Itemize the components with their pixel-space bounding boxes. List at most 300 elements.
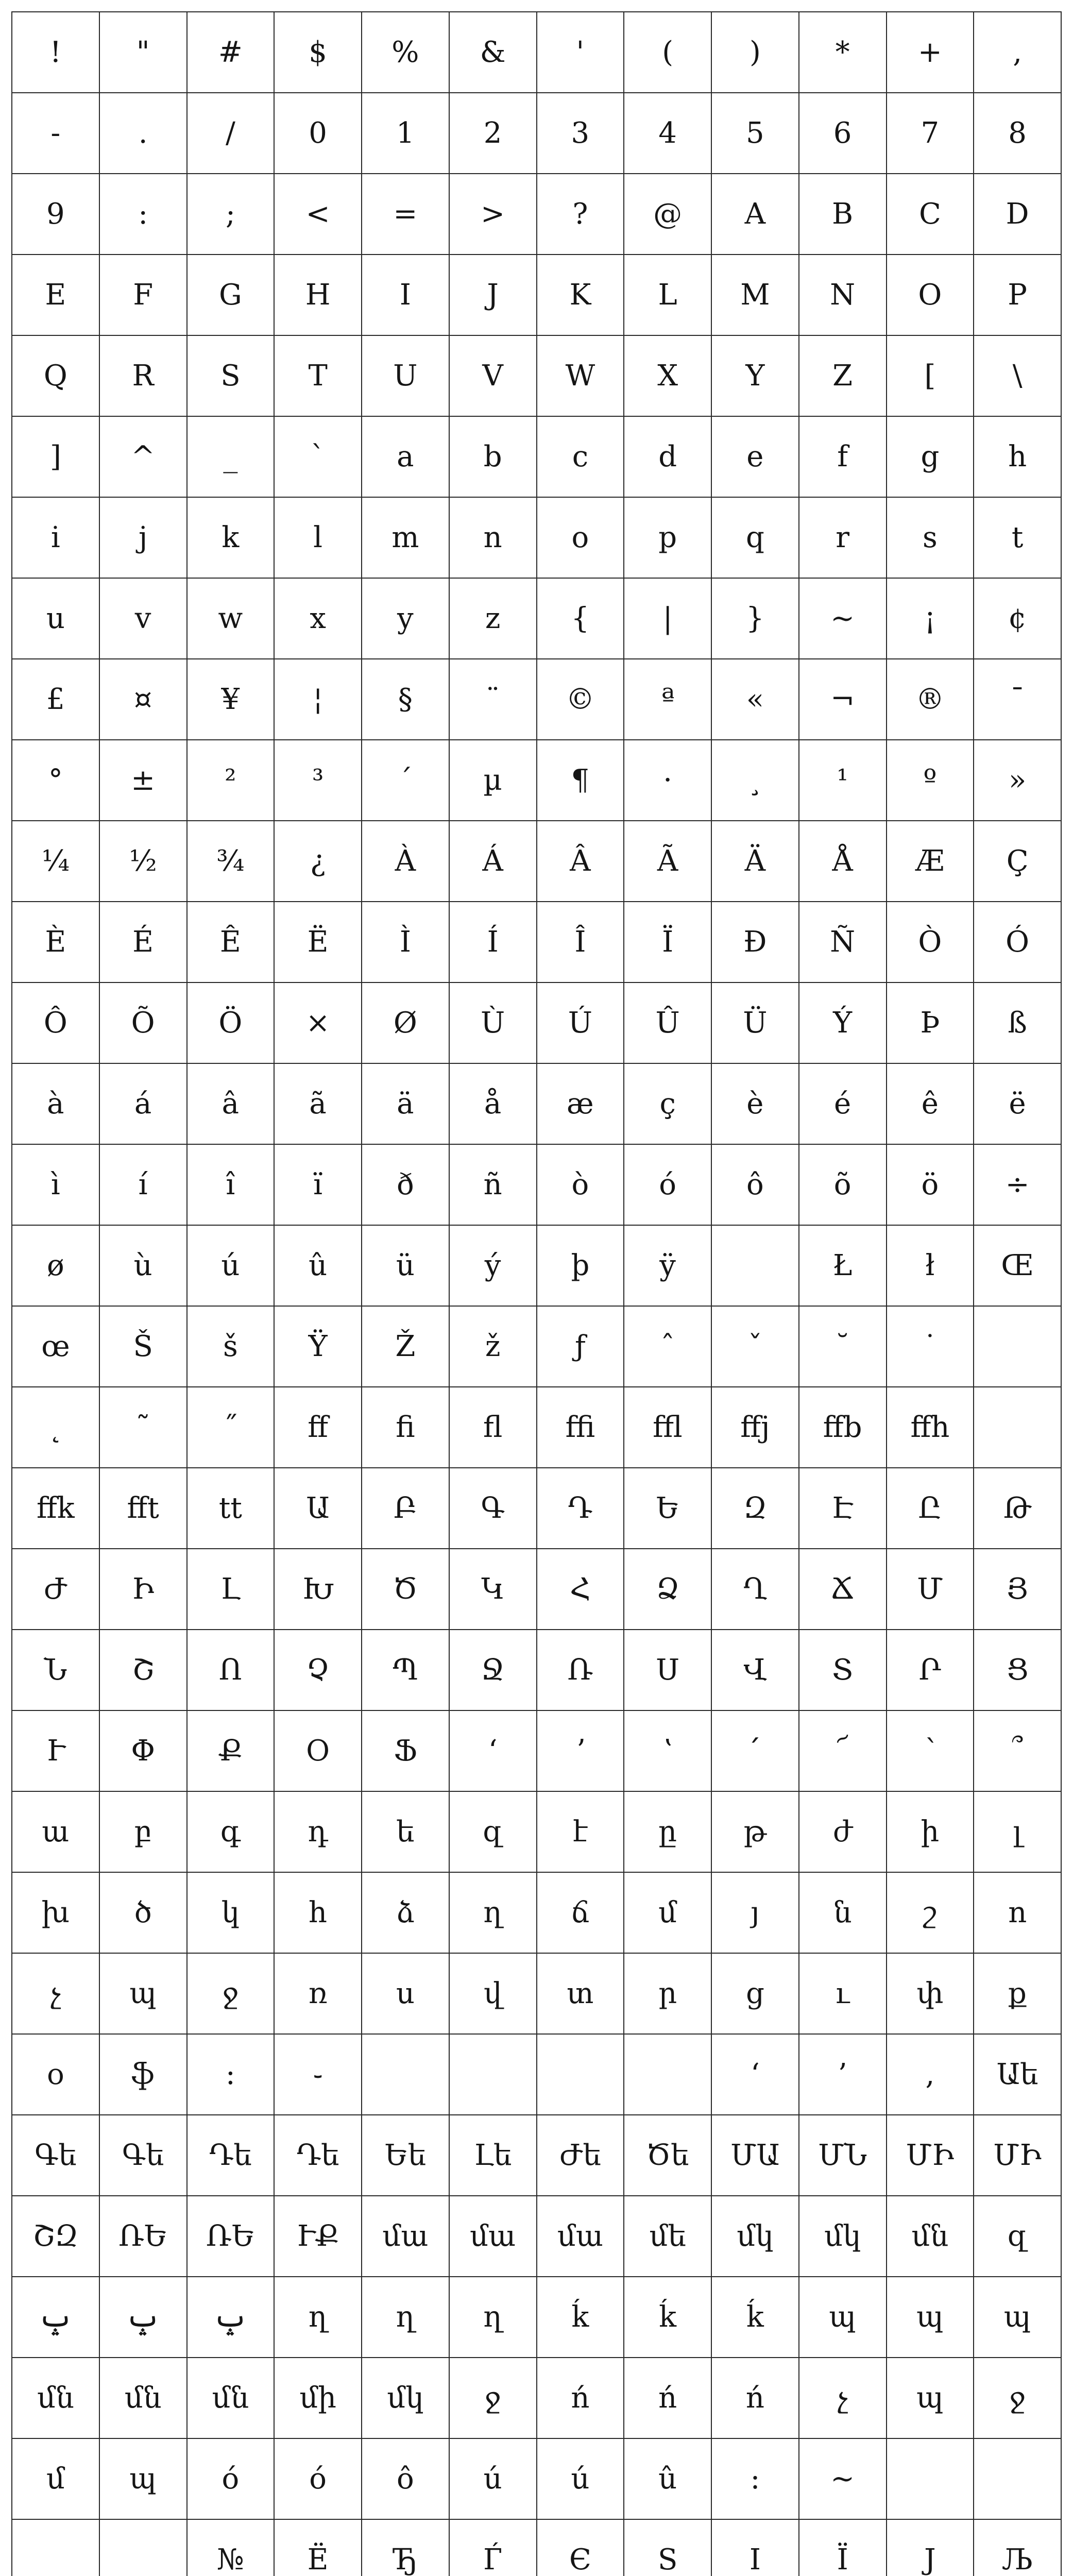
glyph-row	[12, 902, 1061, 982]
glyph-cell	[99, 2519, 187, 2576]
glyph-cell: պ	[887, 2358, 974, 2438]
glyph-cell: ՛	[711, 1710, 799, 1791]
glyph-row	[12, 2438, 1061, 2519]
glyph-row	[12, 1468, 1061, 1549]
glyph-cell: e	[711, 416, 799, 497]
glyph-cell: ﬁ	[362, 1387, 449, 1468]
glyph-cell: l	[274, 497, 362, 578]
glyph-cell: Ջ	[449, 1630, 537, 1710]
glyph-cell: Ö	[187, 982, 275, 1063]
glyph-cell	[711, 1225, 799, 1306]
glyph-cell: ﬂ	[449, 1387, 537, 1468]
glyph-cell: ú	[187, 1225, 275, 1306]
glyph-cell: ÿ	[624, 1225, 711, 1306]
glyph-cell: Է	[799, 1468, 887, 1549]
glyph-cell: <	[274, 174, 362, 255]
glyph-cell: 7	[887, 93, 974, 174]
glyph-cell: ﬀ	[274, 1387, 362, 1468]
glyph-cell: Ë	[274, 902, 362, 982]
glyph-cell: ՄԻ	[887, 2115, 974, 2196]
glyph-cell: ¡	[887, 578, 974, 659]
glyph-cell: ݒ	[12, 2277, 99, 2358]
glyph-cell: ﬀj	[711, 1387, 799, 1468]
glyph-cell: C	[887, 174, 974, 255]
glyph-cell: ջ	[449, 2358, 537, 2438]
glyph-cell: Լ	[187, 1549, 275, 1630]
glyph-cell: ñ	[449, 1144, 537, 1225]
glyph-row	[12, 821, 1061, 902]
glyph-cell: G	[187, 255, 275, 335]
glyph-cell: ß	[974, 982, 1061, 1063]
glyph-cell: Ú	[537, 982, 624, 1063]
glyph-cell: ƒ	[537, 1306, 624, 1387]
glyph-cell: փ	[887, 1953, 974, 2034]
glyph-cell: ջ	[187, 1953, 275, 2034]
glyph-cell: ֊	[274, 2034, 362, 2115]
glyph-cell: ·	[624, 740, 711, 821]
glyph-cell: ¸	[711, 740, 799, 821]
glyph-cell: մա	[362, 2196, 449, 2277]
glyph-cell: Կ	[449, 1549, 537, 1630]
glyph-row	[12, 255, 1061, 335]
glyph-cell: ú	[449, 2438, 537, 2519]
glyph-cell: ï	[274, 1144, 362, 1225]
glyph-cell: Պ	[362, 1630, 449, 1710]
glyph-cell: ¥	[187, 659, 275, 740]
glyph-cell: u	[12, 578, 99, 659]
glyph-cell: Å	[799, 821, 887, 902]
glyph-cell: ò	[537, 1144, 624, 1225]
glyph-cell: Թ	[974, 1468, 1061, 1549]
glyph-cell: Ւ	[12, 1710, 99, 1791]
glyph-cell: շ	[887, 1872, 974, 1953]
glyph-cell: Í	[449, 902, 537, 982]
glyph-cell: q	[711, 497, 799, 578]
glyph-cell: Դե	[187, 2115, 275, 2196]
glyph-cell: Š	[99, 1306, 187, 1387]
glyph-cell: !	[12, 12, 99, 93]
glyph-cell: ¬	[799, 659, 887, 740]
glyph-cell: »	[974, 740, 1061, 821]
glyph-cell: ՌԵ	[99, 2196, 187, 2277]
glyph-cell: Փ	[99, 1710, 187, 1791]
glyph-cell: ջ	[974, 2358, 1061, 2438]
glyph-cell: ,	[887, 2034, 974, 2115]
glyph-cell: է	[537, 1791, 624, 1872]
glyph-cell	[537, 2034, 624, 2115]
glyph-cell: ˙	[887, 1306, 974, 1387]
glyph-cell: ﬄ	[624, 1387, 711, 1468]
glyph-cell: Ÿ	[274, 1306, 362, 1387]
glyph-cell: [	[887, 335, 974, 416]
glyph-cell: å	[449, 1063, 537, 1144]
glyph-row	[12, 659, 1061, 740]
glyph-cell: Մ	[887, 1549, 974, 1630]
glyph-cell: յ	[711, 1872, 799, 1953]
glyph-cell: զ	[449, 1791, 537, 1872]
glyph-cell: մկ	[711, 2196, 799, 2277]
glyph-cell: #	[187, 12, 275, 93]
glyph-cell: Ї	[799, 2519, 887, 2576]
glyph-cell	[362, 2034, 449, 2115]
glyph-cell: ’	[799, 2034, 887, 2115]
glyph-cell: ©	[537, 659, 624, 740]
glyph-row	[12, 1872, 1061, 1953]
glyph-cell: 2	[449, 93, 537, 174]
glyph-cell: Ђ	[362, 2519, 449, 2576]
glyph-cell: Ó	[974, 902, 1061, 982]
glyph-cell: `	[274, 416, 362, 497]
glyph-cell: Ղ	[711, 1549, 799, 1630]
glyph-cell: ô	[711, 1144, 799, 1225]
glyph-cell: ն	[799, 1872, 887, 1953]
glyph-cell: Գե	[12, 2115, 99, 2196]
glyph-cell: Գե	[99, 2115, 187, 2196]
glyph-cell: y	[362, 578, 449, 659]
glyph-cell: հ	[274, 1872, 362, 1953]
glyph-cell: Լե	[449, 2115, 537, 2196]
glyph-cell: ݒ	[187, 2277, 275, 2358]
glyph-row	[12, 1953, 1061, 2034]
glyph-cell: ḱ	[624, 2277, 711, 2358]
glyph-cell: դ	[274, 1791, 362, 1872]
glyph-cell: û	[274, 1225, 362, 1306]
glyph-cell: մա	[449, 2196, 537, 2277]
glyph-cell: Ç	[974, 821, 1061, 902]
glyph-cell: :	[711, 2438, 799, 2519]
glyph-cell: ը	[624, 1791, 711, 1872]
glyph-cell: =	[362, 174, 449, 255]
glyph-cell: ﬀk	[12, 1468, 99, 1549]
glyph-cell: ¶	[537, 740, 624, 821]
glyph-cell: Խ	[274, 1549, 362, 1630]
glyph-cell: µ	[449, 740, 537, 821]
glyph-cell: ^	[99, 416, 187, 497]
glyph-cell	[974, 1387, 1061, 1468]
glyph-cell: Տ	[799, 1630, 887, 1710]
glyph-cell: J	[449, 255, 537, 335]
glyph-cell: Ð	[711, 902, 799, 982]
glyph-cell: ։	[187, 2034, 275, 2115]
glyph-cell: ՜	[799, 1710, 887, 1791]
glyph-cell: É	[99, 902, 187, 982]
glyph-cell: Ù	[449, 982, 537, 1063]
glyph-cell: \	[974, 335, 1061, 416]
glyph-cell: >	[449, 174, 537, 255]
glyph-row	[12, 2115, 1061, 2196]
glyph-cell: ˝	[187, 1387, 275, 1468]
glyph-cell: Æ	[887, 821, 974, 902]
glyph-cell: Ô	[12, 982, 99, 1063]
glyph-cell: ł	[887, 1225, 974, 1306]
glyph-cell: î	[187, 1144, 275, 1225]
glyph-row	[12, 1791, 1061, 1872]
glyph-cell: «	[711, 659, 799, 740]
glyph-cell: Օ	[274, 1710, 362, 1791]
glyph-row	[12, 335, 1061, 416]
glyph-cell: օ	[12, 2034, 99, 2115]
glyph-cell: {	[537, 578, 624, 659]
glyph-cell: մկ	[362, 2358, 449, 2438]
glyph-cell: ՄԻ	[974, 2115, 1061, 2196]
glyph-cell: ì	[12, 1144, 99, 1225]
glyph-row	[12, 2519, 1061, 2576]
glyph-cell: Ռ	[537, 1630, 624, 1710]
glyph-row	[12, 1630, 1061, 1710]
glyph-cell: Ä	[711, 821, 799, 902]
glyph-cell: A	[711, 174, 799, 255]
glyph-cell	[887, 2438, 974, 2519]
glyph-cell: Ս	[624, 1630, 711, 1710]
glyph-cell: Ј	[887, 2519, 974, 2576]
glyph-cell: º	[887, 740, 974, 821]
glyph-cell: ʻ	[449, 1710, 537, 1791]
glyph-cell: ÷	[974, 1144, 1061, 1225]
glyph-cell: ց	[711, 1953, 799, 2034]
glyph-cell: õ	[799, 1144, 887, 1225]
glyph-row	[12, 982, 1061, 1063]
glyph-cell: I	[362, 255, 449, 335]
glyph-cell: §	[362, 659, 449, 740]
glyph-cell: մն	[187, 2358, 275, 2438]
glyph-cell: Œ	[974, 1225, 1061, 1306]
glyph-cell: Є	[537, 2519, 624, 2576]
glyph-cell: P	[974, 255, 1061, 335]
glyph-cell: Ü	[711, 982, 799, 1063]
glyph-cell: ռ	[274, 1953, 362, 2034]
glyph-cell: F	[99, 255, 187, 335]
glyph-cell: մ	[624, 1872, 711, 1953]
glyph-cell: ﬃ	[537, 1387, 624, 1468]
glyph-cell: Բ	[362, 1468, 449, 1549]
glyph-cell: ô	[362, 2438, 449, 2519]
glyph-cell: )	[711, 12, 799, 93]
glyph-cell: ﬀt	[99, 1468, 187, 1549]
glyph-cell: °	[12, 740, 99, 821]
glyph-cell: D	[974, 174, 1061, 255]
glyph-cell: ð	[362, 1144, 449, 1225]
glyph-cell: &	[449, 12, 537, 93]
glyph-row	[12, 740, 1061, 821]
glyph-cell: L	[624, 255, 711, 335]
glyph-cell: ó	[187, 2438, 275, 2519]
glyph-cell: թ	[711, 1791, 799, 1872]
glyph-cell: ե	[362, 1791, 449, 1872]
glyph-cell: í	[99, 1144, 187, 1225]
glyph-cell: Ը	[887, 1468, 974, 1549]
glyph-cell: w	[187, 578, 275, 659]
glyph-cell: գ	[187, 1791, 275, 1872]
glyph-row	[12, 416, 1061, 497]
glyph-cell: լ	[974, 1791, 1061, 1872]
glyph-cell: Ժե	[537, 2115, 624, 2196]
glyph-cell: á	[99, 1063, 187, 1144]
glyph-cell: Ք	[187, 1710, 275, 1791]
glyph-cell: E	[12, 255, 99, 335]
glyph-cell: â	[187, 1063, 275, 1144]
glyph-cell: tt	[187, 1468, 275, 1549]
glyph-cell: Եե	[362, 2115, 449, 2196]
glyph-cell: ՒՔ	[274, 2196, 362, 2277]
glyph-cell: Ž	[362, 1306, 449, 1387]
glyph-cell: ﬀb	[799, 1387, 887, 1468]
glyph-cell: 3	[537, 93, 624, 174]
glyph-cell: ¾	[187, 821, 275, 902]
glyph-cell: "	[99, 12, 187, 93]
glyph-cell: È	[12, 902, 99, 982]
glyph-cell: Ձ	[624, 1549, 711, 1630]
glyph-cell: պ	[99, 1953, 187, 2034]
glyph-cell: Õ	[99, 982, 187, 1063]
glyph-cell: Ծե	[624, 2115, 711, 2196]
glyph-cell: 6	[799, 93, 887, 174]
glyph-cell: b	[449, 416, 537, 497]
glyph-cell: ¹	[799, 740, 887, 821]
glyph-cell: ¨	[449, 659, 537, 740]
glyph-row	[12, 2277, 1061, 2358]
glyph-cell: բ	[99, 1791, 187, 1872]
glyph-cell: *	[799, 12, 887, 93]
glyph-cell	[449, 2034, 537, 2115]
glyph-cell: ń	[624, 2358, 711, 2438]
glyph-cell: £	[12, 659, 99, 740]
glyph-cell: չ	[12, 1953, 99, 2034]
glyph-cell: Á	[449, 821, 537, 902]
glyph-cell: Շ	[99, 1630, 187, 1710]
glyph-cell: 1	[362, 93, 449, 174]
glyph-cell: ˛	[12, 1387, 99, 1468]
glyph-row	[12, 1387, 1061, 1468]
glyph-cell: $	[274, 12, 362, 93]
glyph-cell: ո	[974, 1872, 1061, 1953]
glyph-cell: s	[887, 497, 974, 578]
glyph-table	[11, 11, 1062, 2576]
glyph-cell: Հ	[537, 1549, 624, 1630]
glyph-cell: ;	[187, 174, 275, 255]
glyph-row	[12, 93, 1061, 174]
glyph-cell: k	[187, 497, 275, 578]
glyph-row	[12, 578, 1061, 659]
glyph-cell: Ý	[799, 982, 887, 1063]
glyph-cell: ù	[99, 1225, 187, 1306]
glyph-cell: ձ	[362, 1872, 449, 1953]
glyph-cell: ḱ	[711, 2277, 799, 2358]
glyph-cell: ê	[887, 1063, 974, 1144]
glyph-row	[12, 497, 1061, 578]
glyph-cell: մն	[887, 2196, 974, 2277]
glyph-cell: І	[711, 2519, 799, 2576]
glyph-cell: ]	[12, 416, 99, 497]
glyph-cell: þ	[537, 1225, 624, 1306]
glyph-cell: i	[12, 497, 99, 578]
glyph-cell: o	[537, 497, 624, 578]
glyph-cell: K	[537, 255, 624, 335]
glyph-cell: ݒ	[99, 2277, 187, 2358]
glyph-cell: m	[362, 497, 449, 578]
glyph-cell: Վ	[711, 1630, 799, 1710]
glyph-cell: Z	[799, 335, 887, 416]
glyph-cell: p	[624, 497, 711, 578]
glyph-cell: չ	[799, 2358, 887, 2438]
glyph-cell: Դ	[537, 1468, 624, 1549]
glyph-cell: Ø	[362, 982, 449, 1063]
glyph-cell: ˘	[799, 1306, 887, 1387]
glyph-cell: %	[362, 12, 449, 93]
glyph-cell: ՞	[974, 1710, 1061, 1791]
glyph-cell: Љ	[974, 2519, 1061, 2576]
glyph-cell: Յ	[974, 1549, 1061, 1630]
glyph-cell: ֆ	[99, 2034, 187, 2115]
glyph-cell: W	[537, 335, 624, 416]
glyph-cell: j	[99, 497, 187, 578]
glyph-cell: z	[449, 578, 537, 659]
glyph-cell: X	[624, 335, 711, 416]
glyph-cell: Ï	[624, 902, 711, 982]
glyph-cell: Ё	[274, 2519, 362, 2576]
glyph-cell: ՝	[887, 1710, 974, 1791]
glyph-cell: Զ	[711, 1468, 799, 1549]
glyph-cell: զ	[974, 2196, 1061, 2277]
glyph-row	[12, 2196, 1061, 2277]
glyph-cell: ւ	[799, 1953, 887, 2034]
glyph-cell	[624, 2034, 711, 2115]
glyph-cell: ³	[274, 740, 362, 821]
glyph-cell: v	[99, 578, 187, 659]
glyph-cell: ë	[974, 1063, 1061, 1144]
glyph-cell: Ե	[624, 1468, 711, 1549]
glyph-cell: Û	[624, 982, 711, 1063]
glyph-row	[12, 12, 1061, 93]
glyph-cell: մն	[12, 2358, 99, 2438]
glyph-cell: f	[799, 416, 887, 497]
glyph-row	[12, 2358, 1061, 2438]
glyph-row	[12, 1225, 1061, 1306]
glyph-cell: û	[624, 2438, 711, 2519]
glyph-cell: 9	[12, 174, 99, 255]
glyph-cell: Դե	[274, 2115, 362, 2196]
glyph-cell: Ò	[887, 902, 974, 982]
glyph-cell: ø	[12, 1225, 99, 1306]
glyph-cell: ՄՆ	[799, 2115, 887, 2196]
glyph-cell: ®	[887, 659, 974, 740]
glyph-cell: ˇ	[711, 1306, 799, 1387]
glyph-cell: B	[799, 174, 887, 255]
glyph-cell: ʼ	[537, 1710, 624, 1791]
glyph-cell: Ր	[887, 1630, 974, 1710]
glyph-cell: Ł	[799, 1225, 887, 1306]
glyph-cell: ~	[799, 578, 887, 659]
glyph-cell: T	[274, 335, 362, 416]
glyph-cell: ń	[537, 2358, 624, 2438]
glyph-cell: Q	[12, 335, 99, 416]
glyph-cell: œ	[12, 1306, 99, 1387]
glyph-cell: ,	[974, 12, 1061, 93]
glyph-cell: ç	[624, 1063, 711, 1144]
glyph-row	[12, 1306, 1061, 1387]
glyph-cell: c	[537, 416, 624, 497]
glyph-cell: ª	[624, 659, 711, 740]
glyph-cell: տ	[537, 1953, 624, 2034]
glyph-cell: H	[274, 255, 362, 335]
glyph-cell: Ի	[99, 1549, 187, 1630]
glyph-cell: ՄԱ	[711, 2115, 799, 2196]
glyph-cell: ~	[799, 2438, 887, 2519]
glyph-cell: '	[537, 12, 624, 93]
glyph-cell: ±	[99, 740, 187, 821]
glyph-cell: վ	[449, 1953, 537, 2034]
glyph-cell: ý	[449, 1225, 537, 1306]
glyph-cell: ü	[362, 1225, 449, 1306]
